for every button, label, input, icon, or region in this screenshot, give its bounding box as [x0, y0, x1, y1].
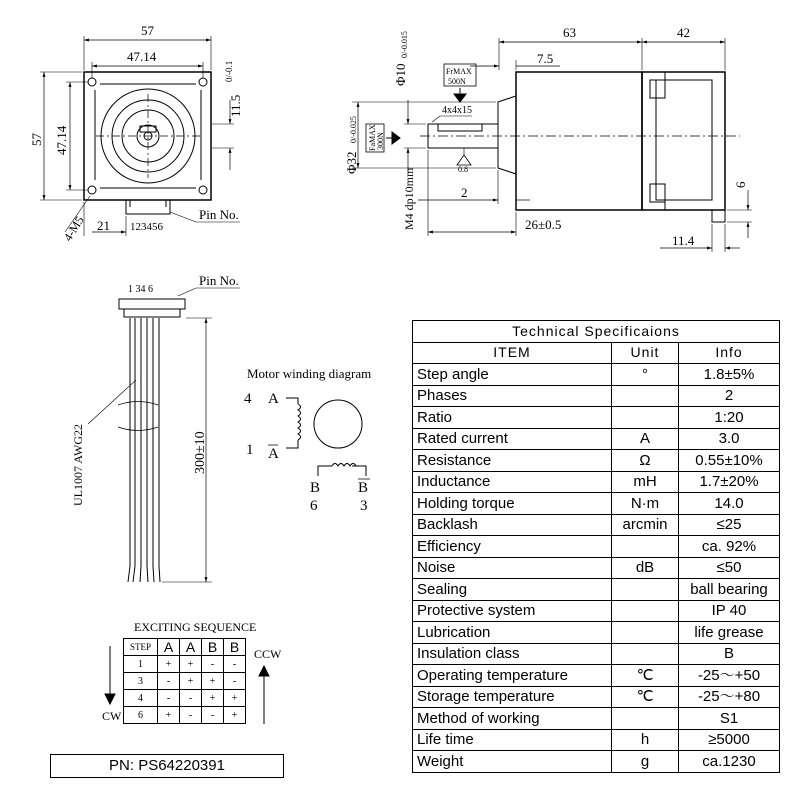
coil-b-leads: [318, 466, 366, 476]
spec-unit: [612, 708, 679, 730]
spec-item: Sealing: [413, 579, 612, 601]
part-number-box: PN: PS64220391: [50, 754, 284, 778]
spec-unit: ℃: [612, 665, 679, 687]
winding-abar-num: 1: [246, 442, 254, 458]
spec-item: Efficiency: [413, 536, 612, 558]
sequence-cell: +: [202, 690, 224, 707]
spec-item: Storage temperature: [413, 686, 612, 708]
spec-row: [413, 514, 780, 536]
spec-row: [413, 686, 780, 708]
spec-header-row: [413, 342, 780, 364]
sequence-cell: -: [180, 690, 202, 707]
spec-row: [413, 579, 780, 601]
winding-b-num: 6: [310, 498, 318, 514]
winding-b-label: B: [310, 480, 321, 496]
pin-no-label: Pin No.: [199, 207, 239, 222]
spec-info: IP 40: [679, 600, 780, 622]
cable-drawing: [88, 288, 240, 582]
connector-body: [126, 200, 170, 214]
sequence-row: [124, 673, 246, 690]
spec-item: Backlash: [413, 514, 612, 536]
spec-item: Operating temperature: [413, 665, 612, 687]
mount-hole: [199, 78, 207, 86]
spec-info: 2: [679, 385, 780, 407]
sequence-cell: 6: [124, 707, 158, 724]
dim-11-4-text: 11.4: [672, 233, 695, 248]
spec-row: [413, 407, 780, 429]
gearbox-body: [516, 72, 642, 210]
sequence-cell: -: [224, 656, 246, 673]
sequence-cell: 3: [124, 673, 158, 690]
dim-hole-spacing-v-text: 47.14: [54, 125, 69, 155]
dim-ext: [712, 224, 725, 252]
spec-row: [413, 428, 780, 450]
spec-item: Noise: [413, 557, 612, 579]
sequence-cell: +: [224, 707, 246, 724]
front-view-labels: [29, 23, 239, 244]
sequence-header-bbar: $\overline{B}$: [224, 639, 246, 656]
spec-item: Step angle: [413, 364, 612, 386]
spec-info: 1.7±20%: [679, 471, 780, 493]
spec-unit: h: [612, 729, 679, 751]
dim-ext: [727, 210, 752, 222]
coil-a-leads: [286, 398, 298, 448]
sequence-cell: +: [158, 656, 180, 673]
sequence-cell: -: [224, 673, 246, 690]
spec-unit: [612, 407, 679, 429]
motor-details: [650, 72, 665, 210]
spec-info: -25～+80: [679, 686, 780, 708]
dim-width-text: 57: [141, 23, 154, 38]
flange-boss: [498, 96, 516, 174]
spec-info: B: [679, 643, 780, 665]
pin-leader: [178, 288, 196, 296]
winding-a-label: A: [268, 391, 279, 407]
mount-hole: [88, 78, 96, 86]
spec-unit: ℃: [612, 686, 679, 708]
spec-info: life grease: [679, 622, 780, 644]
fa-arrow-head: [392, 132, 400, 144]
fr-max-label: FrMAX: [446, 67, 472, 76]
spec-info: S1: [679, 708, 780, 730]
spec-item: Resistance: [413, 450, 612, 472]
pin-leader: [170, 212, 196, 222]
spec-info: 3.0: [679, 428, 780, 450]
spec-row: [413, 385, 780, 407]
spec-row: [413, 729, 780, 751]
spec-table-title: Technical Specificaions: [413, 321, 780, 343]
fa-max-value: 300N: [376, 132, 385, 150]
winding-diagram: [268, 398, 370, 479]
spec-info: 1:20: [679, 407, 780, 429]
spec-header-unit: Unit: [612, 342, 679, 364]
technical-specifications-table: [412, 320, 780, 773]
sequence-cell: -: [158, 673, 180, 690]
dim-holes-text: 4-M5: [60, 213, 87, 244]
dim-key-text: 4x4x15: [442, 105, 472, 116]
dim-ext: [499, 38, 725, 70]
spec-unit: A: [612, 428, 679, 450]
dim-shaft-dia-tol: 0/-0.015: [400, 31, 409, 58]
motor-slot: [650, 80, 665, 98]
spec-row: [413, 643, 780, 665]
winding-title: Motor winding diagram: [247, 366, 372, 381]
mount-hole: [199, 186, 207, 194]
sequence-cell: +: [158, 707, 180, 724]
cw-label: CW: [102, 709, 122, 723]
spec-row: [413, 751, 780, 773]
sequence-cell: +: [180, 656, 202, 673]
sequence-cell: -: [180, 707, 202, 724]
spec-unit: Ω: [612, 450, 679, 472]
dim-flange-dia-tol: 0/-0.025: [349, 116, 358, 143]
cable-break-marks: [118, 402, 158, 431]
spec-header-info: Info: [679, 342, 780, 364]
sequence-cell: -: [202, 656, 224, 673]
side-view-labels: [344, 25, 748, 248]
spec-unit: arcmin: [612, 514, 679, 536]
winding-a-num: 4: [244, 391, 252, 407]
exciting-sequence-table: [123, 638, 246, 724]
cable-pin-no-label: Pin No.: [199, 273, 239, 288]
spec-unit: [612, 622, 679, 644]
ccw-label: CCW: [254, 647, 282, 661]
spec-unit: [612, 600, 679, 622]
sequence-cell: +: [180, 673, 202, 690]
dim-height-text: 57: [29, 133, 44, 146]
winding-bbar-num: 3: [360, 498, 368, 514]
spec-unit: [612, 385, 679, 407]
dim-ext: [92, 62, 203, 78]
spec-item: Phases: [413, 385, 612, 407]
spec-unit: mH: [612, 471, 679, 493]
spec-info: 1.8±5%: [679, 364, 780, 386]
sequence-cell: +: [202, 673, 224, 690]
dim-2-text: 2: [461, 185, 468, 200]
mount-hole: [88, 186, 96, 194]
spec-row: [413, 665, 780, 687]
spec-item: Inductance: [413, 471, 612, 493]
spec-unit: [612, 643, 679, 665]
connector-pins-text: 123456: [130, 221, 163, 233]
sequence-cell: 4: [124, 690, 158, 707]
winding-labels: [244, 391, 368, 514]
sequence-header-b: B: [202, 639, 224, 656]
spec-info: 0.55±10%: [679, 450, 780, 472]
dim-flange-h-text: 11.5: [228, 94, 243, 117]
shaft-key: [438, 124, 482, 131]
overbars: [268, 445, 370, 479]
sequence-header-a: A: [158, 639, 180, 656]
spec-row: [413, 450, 780, 472]
spec-unit: [612, 579, 679, 601]
spec-item: Life time: [413, 729, 612, 751]
spec-item: Insulation class: [413, 643, 612, 665]
spec-row: [413, 536, 780, 558]
sequence-cell: -: [202, 707, 224, 724]
fr-max-value: 500N: [448, 77, 466, 86]
sequence-cell: 1: [124, 656, 158, 673]
front-view: [40, 36, 240, 236]
sequence-cell: +: [224, 690, 246, 707]
spec-item: Ratio: [413, 407, 612, 429]
spec-item: Weight: [413, 751, 612, 773]
cable-wire-ends: [128, 566, 160, 582]
winding-abar-label: A: [268, 446, 279, 462]
sequence-row: [124, 656, 246, 673]
dim-hole-spacing-text: 47.14: [127, 49, 157, 64]
dim-thread-text: M4 dp10mm: [402, 167, 416, 230]
cable-pin-numbers: 1 34 6: [128, 284, 153, 295]
cable-wires: [130, 318, 159, 566]
dim-total-text: 26±0.5: [525, 217, 562, 232]
cable-connector-base: [124, 309, 180, 317]
dim-shaft-len-text: 7.5: [537, 51, 554, 66]
spec-header-item: ITEM: [413, 342, 612, 364]
spec-info: 14.0: [679, 493, 780, 515]
spec-item: Method of working: [413, 708, 612, 730]
sequence-cell: -: [158, 690, 180, 707]
winding-bbar-label: B: [358, 480, 369, 496]
key-leader: [432, 116, 440, 122]
fr-arrow-head: [454, 94, 466, 102]
spec-info: ca.1230: [679, 751, 780, 773]
sequence-row: [124, 707, 246, 724]
spec-unit: g: [612, 751, 679, 773]
sequence-header-abar: $\overline{A}$: [180, 639, 202, 656]
spec-unit: [612, 536, 679, 558]
coil-a: [298, 404, 301, 440]
motor-body: [642, 72, 725, 210]
sequence-title: EXCITING SEQUENCE: [134, 620, 257, 634]
motor-slot: [650, 184, 665, 202]
wire-spec-text: UL1007 AWG22: [71, 423, 85, 506]
dim-connector-text: 21: [97, 218, 110, 233]
spec-info: ≤25: [679, 514, 780, 536]
sequence-row: [124, 690, 246, 707]
spec-info: -25～+50: [679, 665, 780, 687]
ccw-arrow-head: [259, 666, 269, 676]
spec-item: Protective system: [413, 600, 612, 622]
sequence-header-row: [124, 639, 246, 656]
spec-rows: [413, 364, 780, 773]
spec-row: [413, 622, 780, 644]
spec-row: [413, 600, 780, 622]
spec-unit: N·m: [612, 493, 679, 515]
spec-row: [413, 557, 780, 579]
spec-info: ≤50: [679, 557, 780, 579]
dim-shaft-dia-text: Φ10: [393, 63, 408, 86]
connector-tabs: [130, 200, 166, 207]
spec-item: Rated current: [413, 428, 612, 450]
spec-row: [413, 364, 780, 386]
cable-length-text: 300±10: [193, 431, 208, 474]
dim-ext: [212, 124, 234, 148]
motor-foot: [712, 210, 725, 222]
dim-flange-dia-text: Φ32: [344, 151, 359, 174]
spec-unit: dB: [612, 557, 679, 579]
dim-flange-h-tol: 0/-0.1: [224, 60, 234, 82]
dim-gearbox-text: 63: [563, 25, 576, 40]
fa-max-label: FaMAX: [368, 124, 377, 151]
spec-row: [413, 493, 780, 515]
spec-info: ball bearing: [679, 579, 780, 601]
spec-row: [413, 471, 780, 493]
cable-connector-top: [119, 299, 185, 309]
spec-item: Holding torque: [413, 493, 612, 515]
spec-info: ca. 92%: [679, 536, 780, 558]
sequence-header-step: STEP: [124, 639, 158, 656]
spec-info: ≥5000: [679, 729, 780, 751]
roughness-symbol: [457, 155, 471, 165]
dim-6-text: 6: [733, 181, 748, 188]
roughness-text: 0.8: [458, 165, 468, 174]
spec-item: Lubrication: [413, 622, 612, 644]
spec-row: [413, 708, 780, 730]
rotor-circle: [314, 400, 362, 448]
cw-arrow-head: [105, 694, 115, 704]
dim-motor-text: 42: [677, 25, 690, 40]
spec-unit: °: [612, 364, 679, 386]
